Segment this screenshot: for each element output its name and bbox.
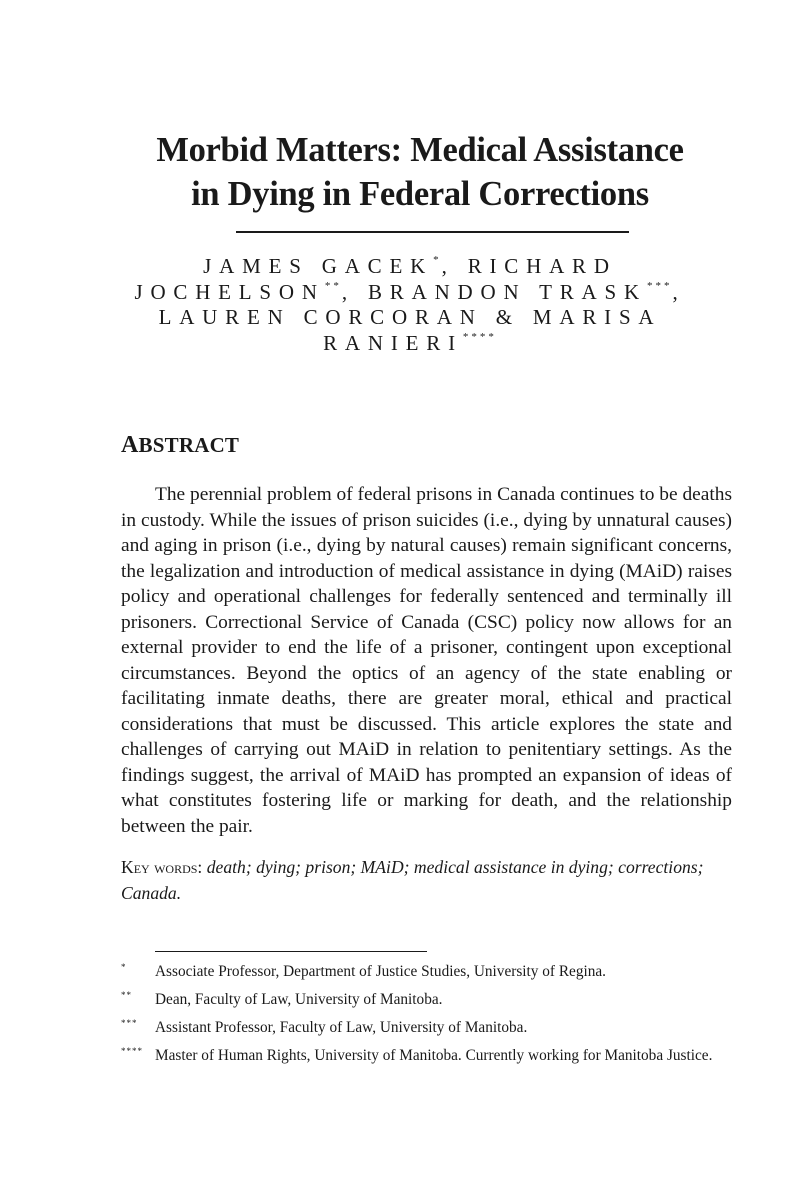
title-line-2: in Dying in Federal Corrections: [191, 175, 649, 213]
title-underline-rule: [236, 231, 629, 233]
author-1-footnote-mark: *: [433, 254, 442, 266]
abstract-heading: [121, 432, 239, 459]
footnote-2-text: Dean, Faculty of Law, University of Manitoba.: [155, 991, 443, 1008]
footnote-1-text: Associate Professor, Department of Justice Studies, University of Regina.: [155, 963, 606, 980]
keywords: [121, 855, 732, 906]
footnote-4-mark: ****: [121, 1046, 143, 1056]
author-2-footnote-mark: **: [324, 279, 342, 292]
footnote-4: [121, 1046, 732, 1066]
footnote-separator-rule: [155, 951, 427, 952]
footnote-3-text: Assistant Professor, Faculty of Law, University of Manitoba.: [155, 1019, 528, 1036]
footnote-1: [121, 962, 732, 982]
footnotes: [121, 962, 732, 1074]
author-3: BRANDON TRASK: [367, 279, 647, 304]
author-separator: ,: [441, 254, 455, 278]
keywords-label: Key words:: [121, 857, 203, 877]
abstract-heading-initial: A: [121, 432, 139, 458]
footnote-4-text: Master of Human Rights, University of Manitoba. Currently working for Manitoba Justice.: [155, 1047, 713, 1064]
author-list: [90, 254, 730, 356]
author-3-footnote-mark: ***: [646, 279, 673, 292]
footnote-2-mark: **: [121, 990, 132, 1000]
author-2: RICHARD JOCHELSON: [134, 254, 617, 304]
footnote-1-mark: *: [121, 962, 127, 972]
article-title: [110, 128, 730, 216]
footnote-3: [121, 1018, 732, 1038]
title-line-1: Morbid Matters: Medical Assistance: [156, 131, 684, 169]
footnote-3-mark: ***: [121, 1018, 138, 1028]
author-separator: ,: [672, 279, 686, 304]
abstract-heading-rest: BSTRACT: [138, 433, 240, 457]
author-4-and-5: LAUREN CORCORAN & MARISA RANIERI: [158, 305, 662, 355]
author-1: JAMES GACEK: [203, 254, 434, 278]
author-5-footnote-mark: ****: [462, 330, 497, 343]
abstract-body: The perennial problem of federal prisons in Canada continues to be deaths in custody. While the issues of prison suicides (i.e., dying by unnatural causes) and aging in prison (i.e., dying by natural causes) remain significant concerns, the legalization and introduction of medical assistance in dying (MAiD) raises policy and operational challenges for federally sentenced and terminally ill prisoners. Correctional Service of Canada (CSC) policy now allows for an external provider to end the life of a prisoner, contingent upon exceptional circumstances. Beyond the optics of an agency of the state enabling or facilitating inmate deaths, there are greater moral, ethical and practical considerations that must be discussed. This article explores the state and challenges of carrying out MAiD in relation to penitentiary settings. As the findings suggest, the arrival of MAiD has prompted an expansion of ideas of what constitutes fostering life or marking for death, and the relationship between the pair.: [121, 484, 732, 837]
keywords-list: death; dying; prison; MAiD; medical assistance in dying; corrections; Canada.: [121, 857, 704, 903]
author-separator: ,: [341, 279, 355, 304]
footnote-2: [121, 990, 732, 1010]
